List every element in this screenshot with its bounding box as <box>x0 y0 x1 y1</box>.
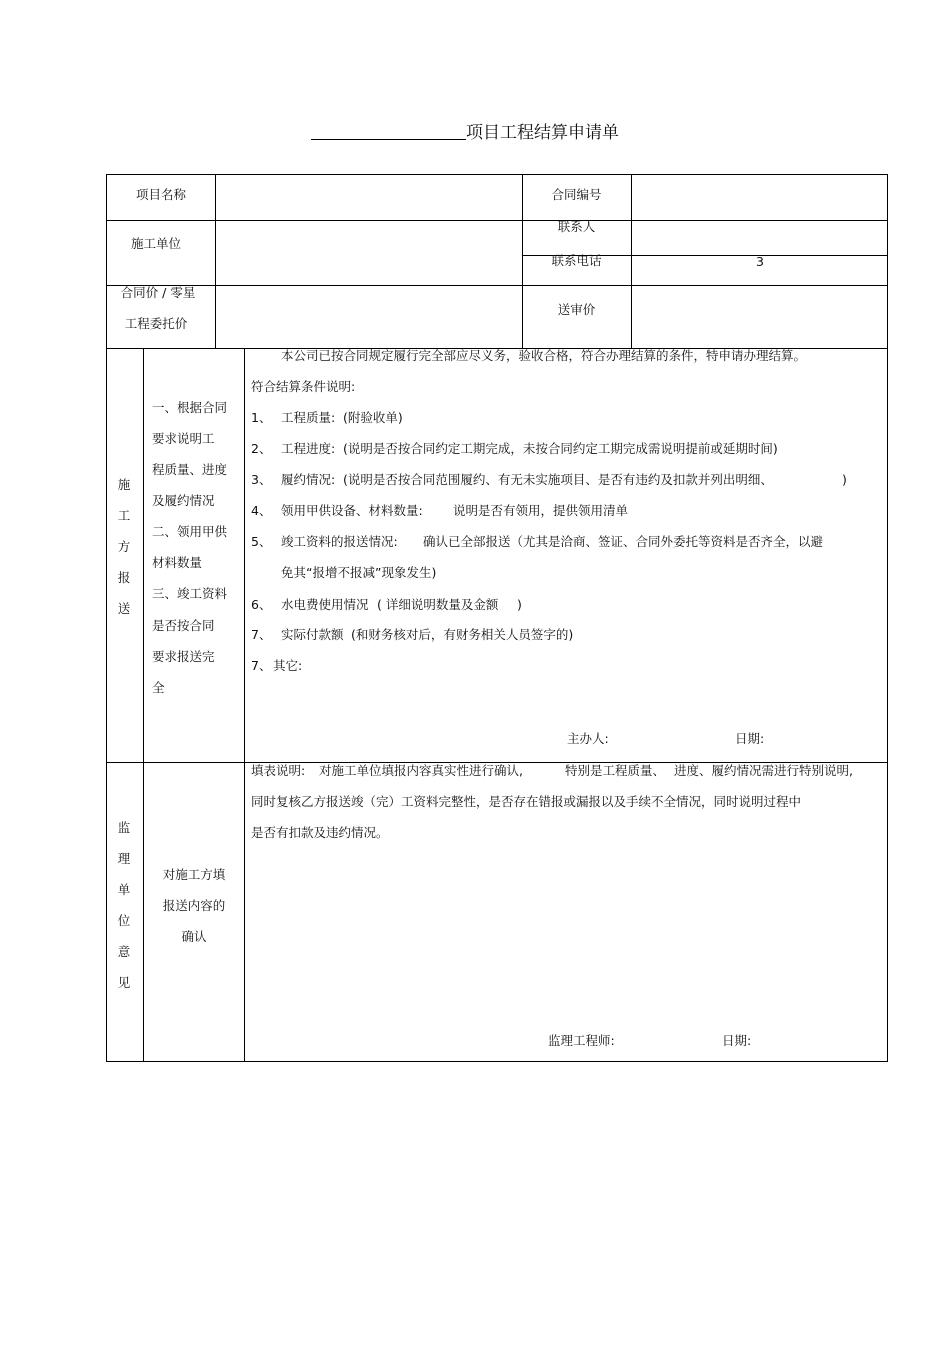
contractor-guide-line: 要求报送完 <box>152 649 215 664</box>
side-char: 施 <box>117 477 131 492</box>
supervisor-opinion-field[interactable] <box>247 855 883 1015</box>
side-char: 方 <box>117 539 131 554</box>
supervisor-instruction-text: 进度、履约情况需进行特别说明, <box>674 763 853 778</box>
supervisor-instruction-text: 同时复核乙方报送竣（完）工资料完整性，是否存在错报或漏报以及手续不全情况，同时说明过程中 <box>251 794 802 809</box>
item-number: 5、 <box>251 534 272 549</box>
supervisor-guide-line: 报送内容的 <box>162 898 226 913</box>
contractor-date-label: 日期: <box>735 731 765 746</box>
item-label: 工程进度: <box>281 441 336 456</box>
col-divider <box>631 175 632 348</box>
contractor-label: 施工单位 <box>130 236 181 251</box>
conditions-title: 符合结算条件说明: <box>251 379 356 394</box>
contact-phone-label: 联系电话 <box>551 253 602 268</box>
contact-person-field[interactable] <box>633 223 885 253</box>
contractor-section-side-label <box>114 469 134 624</box>
supervisor-date-label: 日期: <box>722 1033 752 1048</box>
item-text: (说明是否按合同约定工期完成，未按合同约定工期完成需说明提前或延期时间) <box>343 441 778 456</box>
row-divider <box>107 285 887 286</box>
item-label: 水电费使用情况 <box>281 597 369 612</box>
col-divider <box>143 348 144 1061</box>
title-area <box>0 118 950 144</box>
supervisor-guide-line: 对施工方填 <box>162 867 226 882</box>
contractor-guide-line: 要求说明工 <box>152 431 215 446</box>
item-text: 确认已全部报送（尤其是洽商、签证、合同外委托等资料是否齐全，以避 <box>423 534 824 549</box>
contractor-guide-line: 材料数量 <box>152 555 203 570</box>
supervisor-instruction-text: 特别是工程质量、 <box>565 763 666 778</box>
item-number: 7、 <box>251 658 272 673</box>
settlement-form-table <box>106 174 888 1062</box>
side-char: 监 <box>117 820 131 835</box>
contract-price-label-line2: 工程委托价 <box>124 316 188 331</box>
supervisor-instruction-text: 对施工单位填报内容真实性进行确认, <box>319 763 523 778</box>
col-divider <box>244 348 245 1061</box>
project-name-label: 项目名称 <box>135 187 186 202</box>
side-char: 位 <box>117 913 131 928</box>
contractor-guide-line: 二、领用甲供 <box>152 524 228 539</box>
item-number: 3、 <box>251 472 272 487</box>
item-text: ( 详细说明数量及金额 <box>377 597 499 612</box>
item-tail: ) <box>517 597 522 612</box>
contact-phone-value[interactable]: 3 <box>756 254 764 269</box>
contractor-guide-line: 程质量、进度 <box>152 462 228 477</box>
contractor-guide-line: 及履约情况 <box>152 493 215 508</box>
item-text: (附验收单) <box>343 410 403 425</box>
side-char: 理 <box>117 851 131 866</box>
side-char: 单 <box>117 882 131 897</box>
contractor-guide-line: 一、根据合同 <box>152 400 228 415</box>
item-label: 实际付款额 <box>281 627 344 642</box>
item-label: 工程质量: <box>281 410 336 425</box>
item-number: 6、 <box>251 597 272 612</box>
supervisor-instruction-text: 是否有扣款及违约情况。 <box>251 825 389 840</box>
side-char: 见 <box>117 975 131 990</box>
row-divider <box>107 220 887 221</box>
item-label: 领用甲供设备、材料数量: <box>281 503 423 518</box>
contract-price-field[interactable] <box>217 288 520 346</box>
supervisor-instruction-label: 填表说明: <box>251 763 306 778</box>
side-char: 报 <box>117 570 131 585</box>
supervisor-sign-label: 监理工程师: <box>548 1033 615 1048</box>
item-label: 竣工资料的报送情况: <box>281 534 398 549</box>
contact-person-label: 联系人 <box>557 219 596 234</box>
item-number: 2、 <box>251 441 272 456</box>
supervisor-guide-line: 确认 <box>181 929 207 944</box>
item-tail: ) <box>842 472 847 487</box>
supervisor-section-side-label <box>114 812 134 998</box>
contractor-sign-label: 主办人: <box>567 731 609 746</box>
item-label: 其它: <box>273 658 303 673</box>
side-char: 工 <box>117 508 131 523</box>
submitted-price-field[interactable] <box>633 288 885 346</box>
settlement-statement: 本公司已按合同规定履行完全部应尽义务，验收合格，符合办理结算的条件，特申请办理结算。 <box>281 348 807 363</box>
project-name-blank-line <box>311 139 466 140</box>
contract-no-field[interactable] <box>633 177 885 217</box>
item-number: 7、 <box>251 627 272 642</box>
page-title: 项目工程结算申请单 <box>466 123 619 143</box>
item-text: (和财务核对后，有财务相关人员签字的) <box>351 627 574 642</box>
col-divider <box>215 175 216 348</box>
item-continuation: 免其“报增不报减”现象发生) <box>281 565 437 580</box>
side-char: 送 <box>117 601 131 616</box>
side-char: 意 <box>117 944 131 959</box>
item-number: 1、 <box>251 410 272 425</box>
contractor-guide-line: 是否按合同 <box>152 618 215 633</box>
contract-no-label: 合同编号 <box>551 187 602 202</box>
submitted-price-label: 送审价 <box>557 302 596 317</box>
item-number: 4、 <box>251 503 272 518</box>
contractor-field[interactable] <box>217 223 520 283</box>
item-text: 说明是否有领用，提供领用清单 <box>453 503 629 518</box>
contractor-guide-line: 三、竣工资料 <box>152 586 228 601</box>
contractor-guide-line: 全 <box>152 680 165 695</box>
item-text: (说明是否按合同范围履约、有无未实施项目、是否有违约及扣款并列出明细、 <box>343 472 773 487</box>
project-name-field[interactable] <box>217 177 520 217</box>
item-label: 履约情况: <box>281 472 336 487</box>
contract-price-label-line1: 合同价 / 零星 <box>120 285 196 300</box>
